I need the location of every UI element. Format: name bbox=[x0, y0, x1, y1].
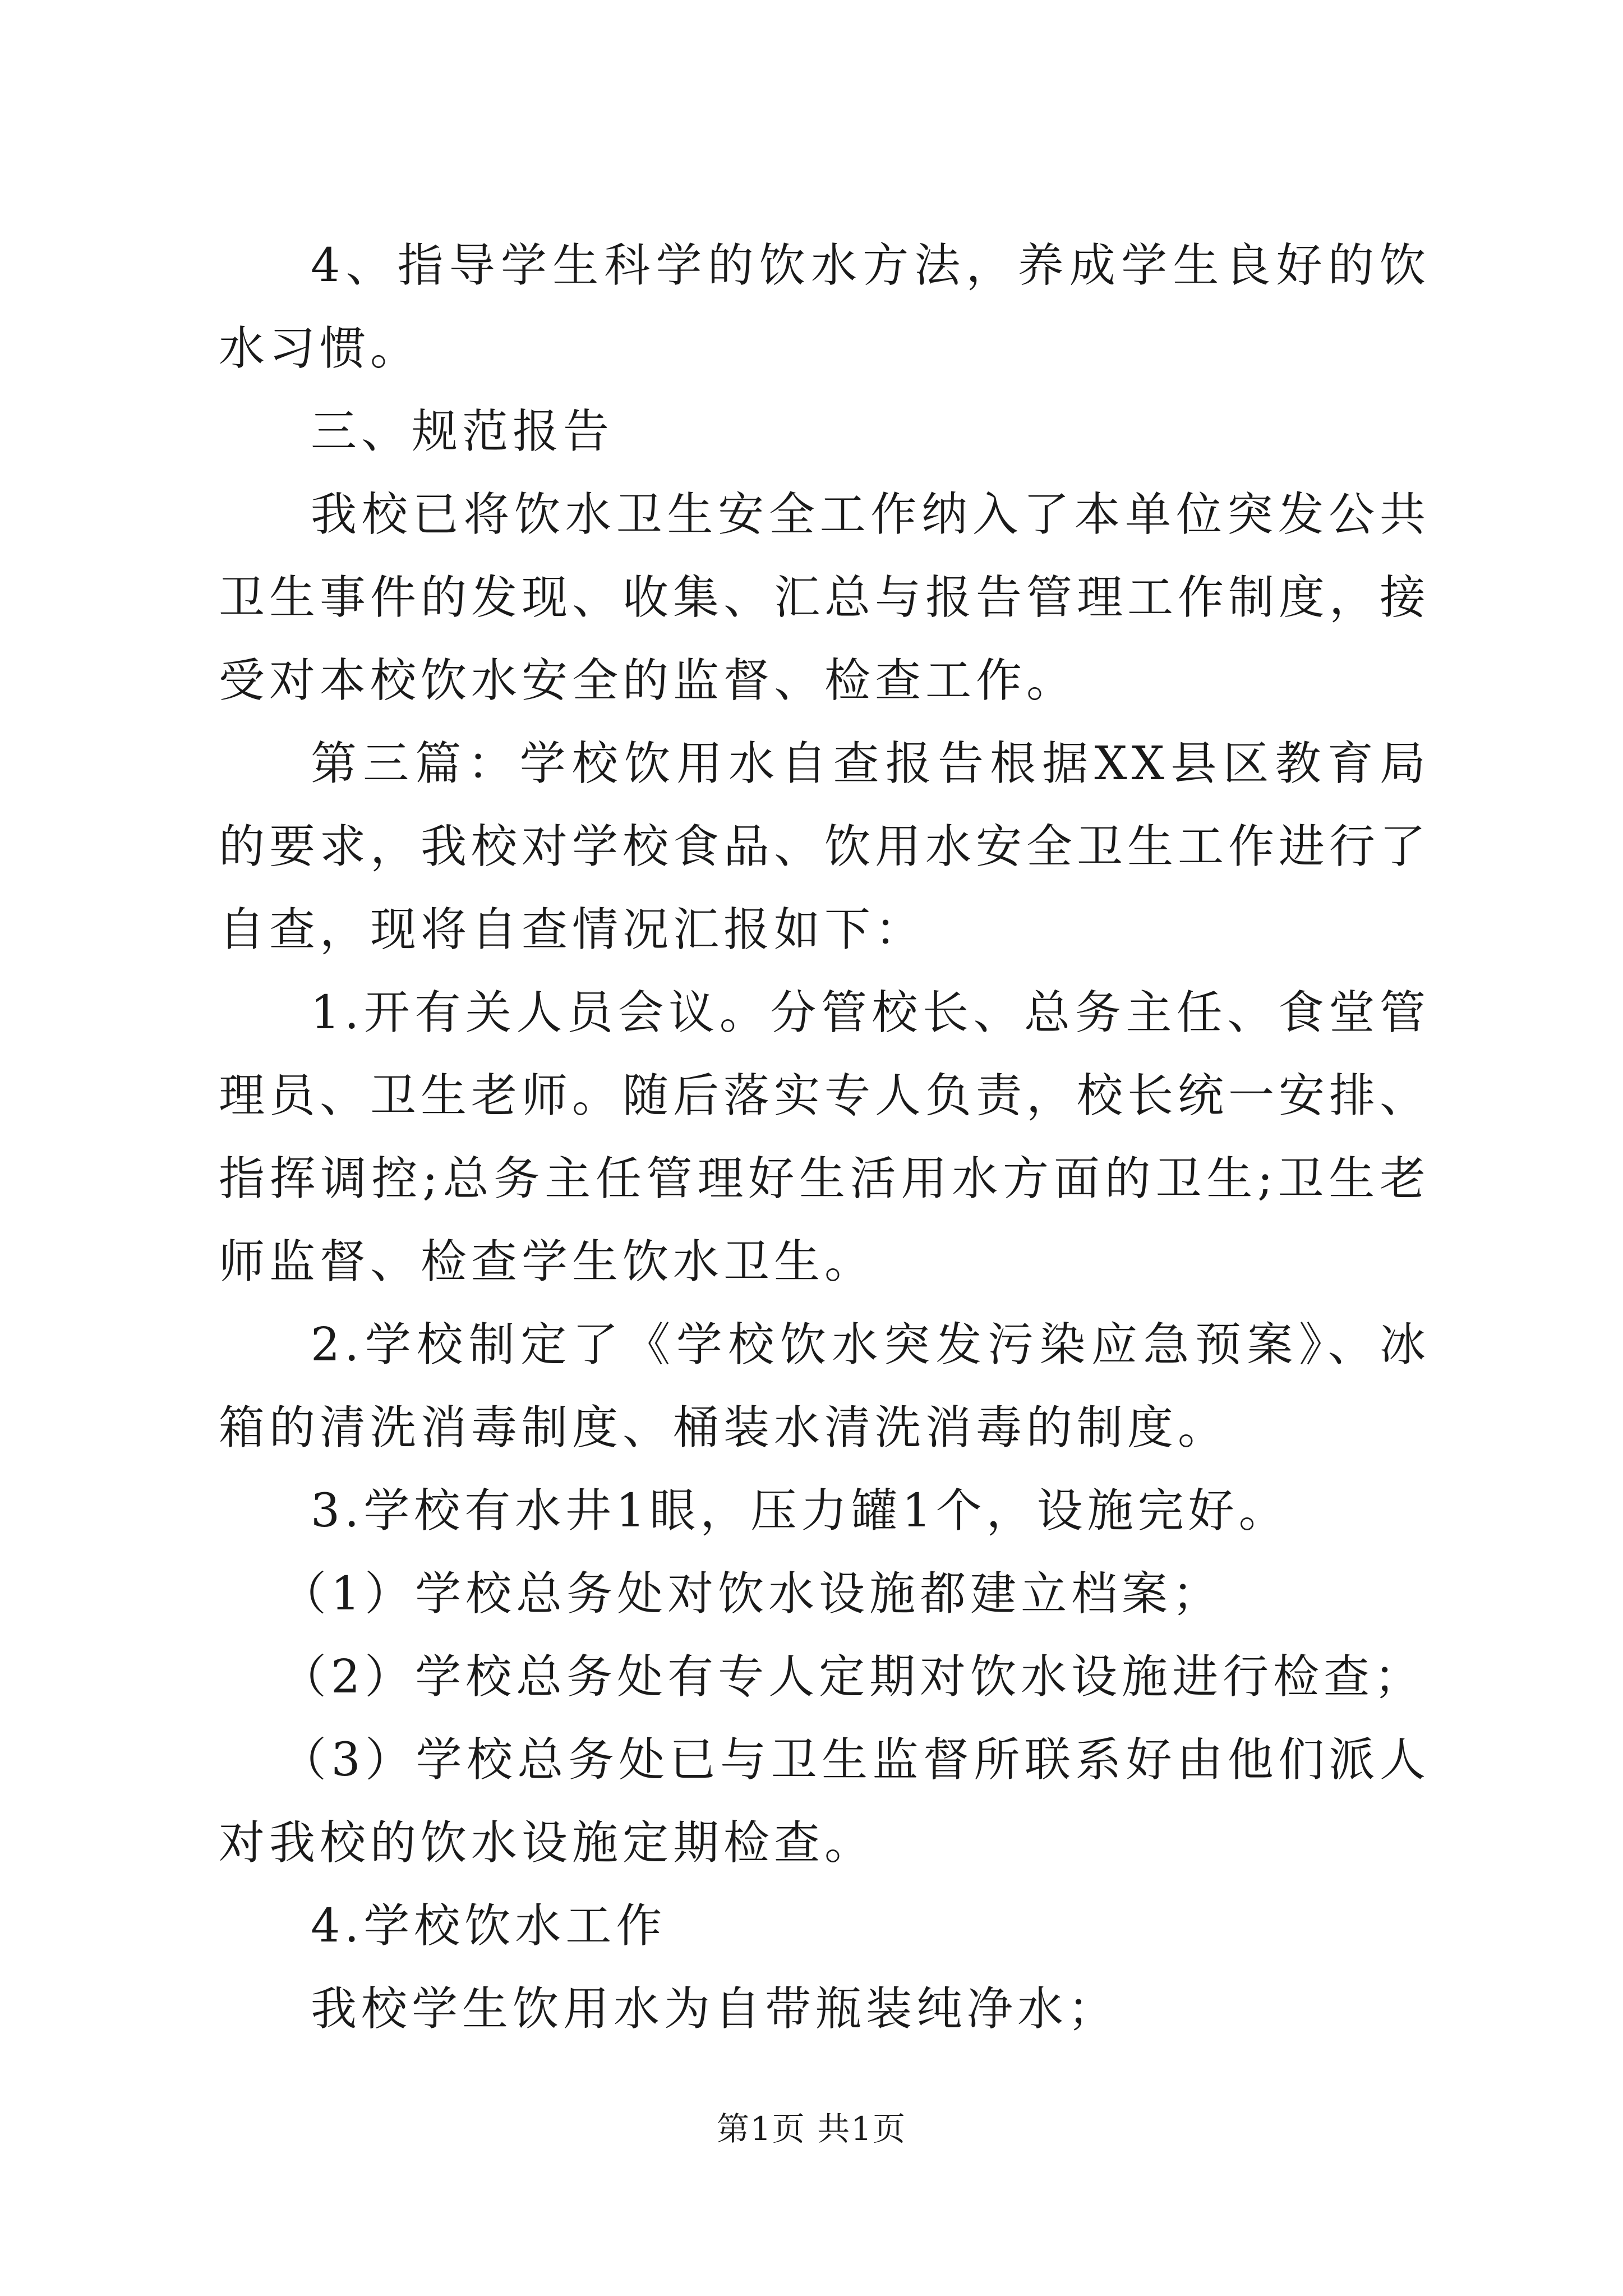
page-footer: 第1页 共1页 bbox=[716, 2110, 907, 2148]
paragraph-item-3-facilities: 3.学校有水井1眼，压力罐1个，设施完好。 bbox=[311, 1484, 1289, 1538]
paragraph-item-4-heading: 4.学校饮水工作 bbox=[311, 1899, 667, 1953]
paragraph-part-three-intro: 第三篇：学校饮用水自查报告根据XX县区教育局的要求，我校对学校食品、饮用水安全卫生工作进行了自查，现将自查情况汇报如下： bbox=[219, 737, 1431, 956]
paragraph-subitem-1: （1）学校总务处对饮水设施都建立档案； bbox=[280, 1567, 1223, 1621]
paragraph-item-2-plan: 2.学校制定了《学校饮水突发污染应急预案》、冰箱的清洗消毒制度、桶装水清洗消毒的制度。 bbox=[219, 1318, 1430, 1455]
paragraph-drinking-water: 我校学生饮用水为自带瓶装纯净水； bbox=[311, 1982, 1119, 2036]
paragraph-subitem-3: （3）学校总务处已与卫生监督所联系好由他们派人对我校的饮水设施定期检查。 bbox=[219, 1733, 1430, 1870]
document-body bbox=[219, 224, 1430, 2051]
section-heading-report: 三、规范报告 bbox=[311, 405, 614, 458]
paragraph-report-system: 我校已将饮水卫生安全工作纳入了本单位突发公共卫生事件的发现、收集、汇总与报告管理工作制度，接受对本校饮水安全的监督、检查工作。 bbox=[219, 488, 1431, 707]
paragraph-guidance: 4、指导学生科学的饮水方法，养成学生良好的饮水习惯。 bbox=[219, 239, 1430, 375]
paragraph-item-1-meeting: 1.开有关人员会议。分管校长、总务主任、食堂管理员、卫生老师。随后落实专人负责，校长统一安排、指挥调控;总务主任管理好生活用水方面的卫生;卫生老师监督、检查学生饮水卫生。 bbox=[219, 986, 1431, 1289]
paragraph-subitem-2: （2）学校总务处有专人定期对饮水设施进行检查； bbox=[280, 1650, 1425, 1704]
